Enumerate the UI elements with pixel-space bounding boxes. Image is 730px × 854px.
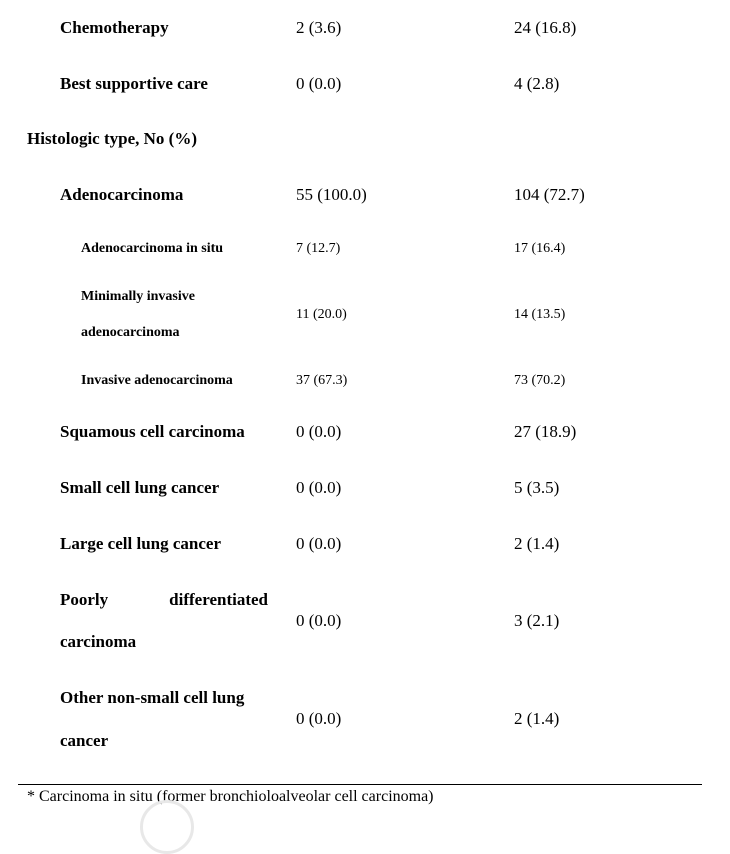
row-label-best-supportive-care: Best supportive care [60,74,208,93]
row-label-other-nsclc-line1: Other non-small cell lung [60,688,245,707]
watermark-logo [140,800,194,854]
cell-value: 2 (1.4) [514,709,560,728]
row-label-small-cell-lung-cancer: Small cell lung cancer [60,478,220,497]
cell-value: 24 (16.8) [514,18,577,37]
cell-value: 0 (0.0) [296,74,342,93]
cell-value: 3 (2.1) [514,611,560,630]
cell-value: 2 (1.4) [514,534,560,553]
cell-value: 2 (3.6) [296,18,342,37]
cell-value: 0 (0.0) [296,709,342,728]
row-label-adenocarcinoma: Adenocarcinoma [60,185,184,204]
cell-value: 104 (72.7) [514,185,585,204]
row-label-squamous-cell-carcinoma: Squamous cell carcinoma [60,422,245,441]
row-label-adenocarcinoma-in-situ: Adenocarcinoma in situ [81,241,224,256]
row-label-poorly-differentiated-line2: carcinoma [60,632,137,651]
cell-value: 37 (67.3) [296,373,348,388]
row-label-poorly-differentiated-line1 [60,590,268,610]
row-label-chemotherapy: Chemotherapy [60,18,169,37]
row-label-minimally-invasive-line2: adenocarcinoma [81,325,180,340]
cell-value: 0 (0.0) [296,611,342,630]
row-label-other-nsclc-line2: cancer [60,731,109,750]
cell-value: 0 (0.0) [296,478,342,497]
cell-value: 4 (2.8) [514,74,560,93]
cell-value: 27 (18.9) [514,422,577,441]
cell-value: 5 (3.5) [514,478,560,497]
table-bottom-rule [18,784,702,785]
cell-value: 14 (13.5) [514,307,566,322]
cell-value: 0 (0.0) [296,534,342,553]
cell-value: 17 (16.4) [514,241,566,256]
row-label-large-cell-lung-cancer: Large cell lung cancer [60,534,221,553]
cell-value: 0 (0.0) [296,422,342,441]
cell-value: 11 (20.0) [296,307,347,322]
cell-value: 55 (100.0) [296,185,367,204]
row-label-minimally-invasive-line1: Minimally invasive [81,289,195,304]
word-differentiated: differentiated [169,590,268,609]
word-poorly: Poorly [60,590,109,609]
cell-value: 7 (12.7) [296,241,341,256]
row-label-invasive-adenocarcinoma: Invasive adenocarcinoma [81,373,233,388]
section-heading-histologic-type: Histologic type, No (%) [27,129,197,148]
table-footnote: * Carcinoma in situ (former bronchioloalveolar cell carcinoma) [27,788,434,805]
cell-value: 73 (70.2) [514,373,566,388]
